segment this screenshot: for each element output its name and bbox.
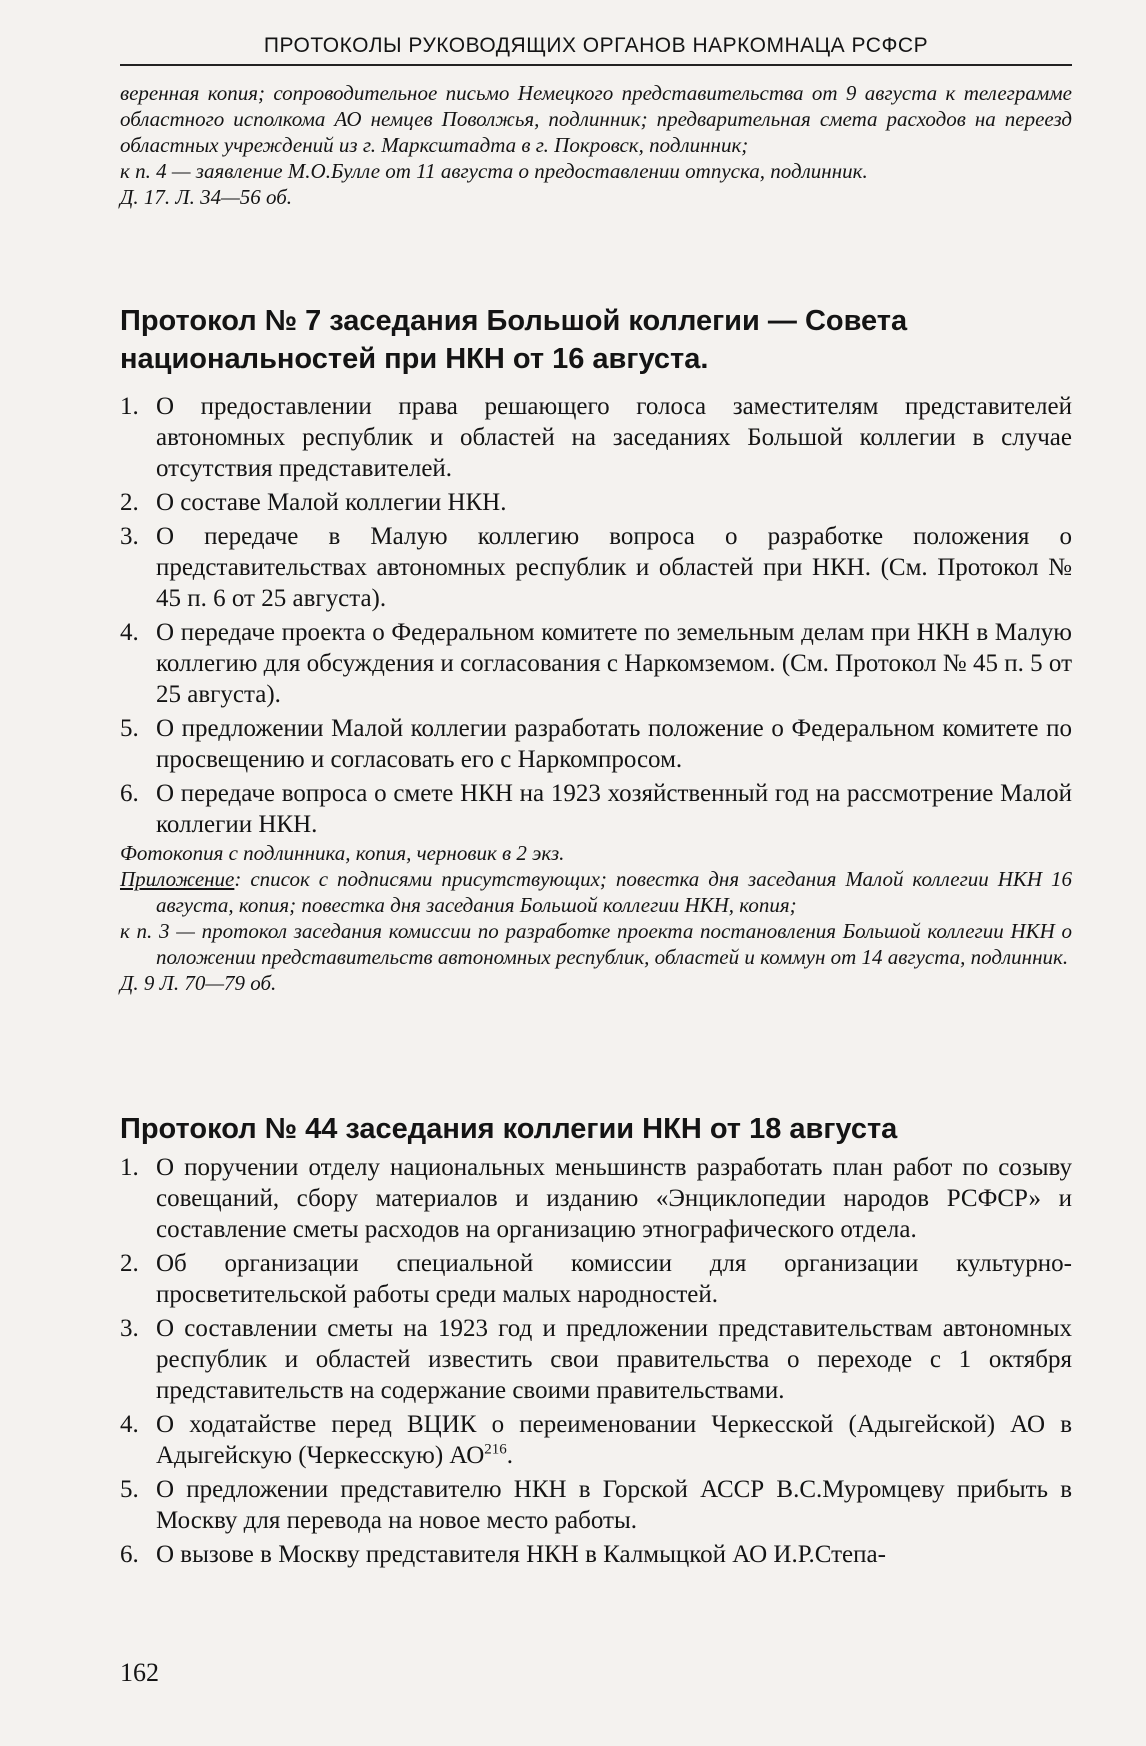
agenda-item-number: 4.: [120, 1411, 139, 1438]
note-archive-ref: Д. 17. Л. 34—56 об.: [120, 185, 293, 209]
protocol7-agenda: [120, 391, 1072, 843]
protocol7-title: Протокол № 7 заседания Большой коллегии — Совета национальностей при НКН от 16 августа.: [120, 305, 908, 375]
agenda-item: [120, 713, 1072, 775]
agenda-item-text: О вызове в Москву представителя НКН в Калмыцкой АО И.Р.Степа-: [156, 1541, 886, 1568]
agenda-item-text: О поручении отделу национальных меньшинств разработать план работ по созыву совещаний, сбору материалов и изданию «Энциклопедии народов РСФСР» и составление сметы расходов на организацию этнографического отдела.: [156, 1154, 1072, 1243]
agenda-item-number: 1.: [120, 393, 139, 420]
agenda-item-text: О ходатайстве перед ВЦИК о переименовании Черкесской (Адыгейской) АО в Адыгейскую (Черкесскую) АО: [156, 1411, 1072, 1469]
page-number: 162: [120, 1658, 159, 1687]
agenda-item-tail: .: [506, 1442, 514, 1469]
agenda-item-text: О передаче проекта о Федеральном комитете по земельным делам при НКН в Малую коллегию для обсуждения и согласования с Наркомземом. (См. Протокол № 45 п. 5 от 25 августа).: [156, 619, 1072, 708]
header-rule: [120, 64, 1072, 66]
agenda-item: [120, 521, 1072, 614]
agenda-item-number: 5.: [120, 1476, 139, 1503]
note-item3: к п. 3 — протокол заседания комиссии по разработке проекта постановления Большой коллегии НКН о положении представительств автономных республик, областей и коммун от 14 августа, подлинник.: [120, 919, 1072, 969]
agenda-item: [120, 487, 1072, 518]
agenda-item-text: О предложении Малой коллегии разработать положение о Федеральном комитете по просвещению и согласовать его с Наркомпросом.: [156, 715, 1072, 773]
agenda-item-text: О составлении сметы на 1923 год и предложении представительствам автономных республик и областей известить свои правительства о переходе с 1 октября представительств на содержание своими правительствами.: [156, 1315, 1072, 1404]
agenda-item: [120, 1313, 1072, 1406]
agenda-item-number: 2.: [120, 1250, 139, 1277]
agenda-item-number: 3.: [120, 523, 139, 550]
agenda-item-number: 2.: [120, 489, 139, 516]
agenda-item-text: О передаче вопроса о смете НКН на 1923 хозяйственный год на рассмотрение Малой коллегии НКН.: [156, 780, 1072, 838]
agenda-item-number: 6.: [120, 780, 139, 807]
agenda-item: [120, 1248, 1072, 1310]
protocol44-title: Протокол № 44 заседания коллегии НКН от 18 августа: [120, 1113, 898, 1145]
note-item4: к п. 4 — заявление М.О.Булле от 11 августа о предоставлении отпуска, подлинник.: [120, 159, 868, 183]
top-archival-note: [120, 80, 1072, 210]
appendix-label: Приложение: [120, 867, 235, 891]
appendix-text: : список с подписями присутствующих; повестка дня заседания Малой коллегии НКН 16 августа, копия; повестка дня заседания Большой коллегии НКН, копия;: [156, 867, 1072, 917]
note-continuation: веренная копия; сопроводительное письмо Немецкого представительства от 9 августа к телеграмме областного исполкома АО немцев Поволжья, подлинник; предварительная смета расходов на переезд областных учреждений из г. Марксштадта в г. Покровск, подлинник;: [120, 81, 1072, 157]
agenda-item: [120, 391, 1072, 484]
agenda-item: [120, 778, 1072, 840]
agenda-item-text: О предоставлении права решающего голоса заместителям представителей автономных республик и областей на заседаниях Большой коллегии в случае отсутствия представителей.: [156, 393, 1072, 482]
agenda-item-text: О составе Малой коллегии НКН.: [156, 489, 507, 516]
note-copies: Фотокопия с подлинника, копия, черновик в 2 экз.: [120, 841, 565, 865]
agenda-item: [120, 1539, 1072, 1570]
agenda-item-text: Об организации специальной комиссии для организации культурно-просветительской работы среди малых народностей.: [156, 1250, 1072, 1308]
agenda-item-number: 4.: [120, 619, 139, 646]
agenda-item-number: 1.: [120, 1154, 139, 1181]
agenda-item: [120, 1409, 1072, 1471]
agenda-item-text: О предложении представителю НКН в Горской АССР В.С.Муромцеву прибыть в Москву для перевода на новое место работы.: [156, 1476, 1072, 1534]
protocol7-archival-note: [120, 840, 1072, 996]
note-appendix: [120, 866, 1072, 918]
agenda-item-number: 6.: [120, 1541, 139, 1568]
agenda-item-number: 5.: [120, 715, 139, 742]
agenda-item: [120, 617, 1072, 710]
agenda-item-text: О передаче в Малую коллегию вопроса о разработке положения о представительствах автономных республик и областей при НКН. (См. Протокол № 45 п. 6 от 25 августа).: [156, 523, 1072, 612]
agenda-item: [120, 1474, 1072, 1536]
agenda-item: [120, 1152, 1072, 1245]
agenda-item-number: 3.: [120, 1315, 139, 1342]
note-archive-ref: Д. 9 Л. 70—79 об.: [120, 971, 277, 995]
running-head: ПРОТОКОЛЫ РУКОВОДЯЩИХ ОРГАНОВ НАРКОМНАЦА РСФСР: [263, 34, 929, 57]
footnote-ref: 216: [484, 1441, 507, 1458]
protocol44-agenda: [120, 1152, 1072, 1573]
